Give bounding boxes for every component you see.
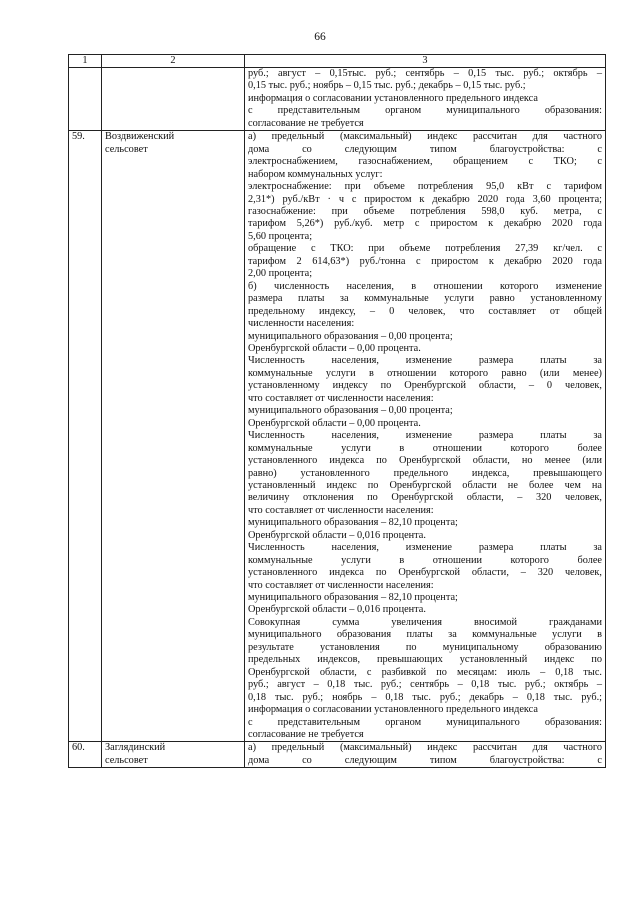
text-line: руб.; август – 0,18 тыс. руб.; сентябрь – 0,18 тыс. руб.; октябрь –: [248, 679, 602, 691]
text-line: информация о согласовании установленного предельного индекса: [248, 92, 538, 104]
text-line: дома со следующим типом благоустройства: с: [248, 754, 602, 766]
text-line: с представительным органом муниципального образования:: [248, 716, 602, 728]
document-table: [68, 54, 606, 768]
text-line: коммунальные услуги в отношении которого более: [248, 554, 602, 566]
text-line: б) численность населения, в отношении которого изменение: [248, 280, 602, 292]
text-line: обращение с ТКО: при объеме потребления 27,39 кг/чел. с: [248, 243, 602, 255]
municipality-name: [102, 131, 245, 742]
text-line: Численность населения, изменение размера платы за: [248, 355, 602, 367]
cell-body: [245, 742, 606, 768]
text-line: руб.; август – 0,15тыс. руб.; сентябрь – 0,15 тыс. руб.; октябрь –: [248, 68, 602, 79]
municipality-name-line: сельсовет: [105, 754, 148, 766]
table-header-row: [69, 55, 606, 68]
page-number: 66: [314, 31, 326, 43]
header-col-2: 2: [102, 55, 245, 68]
text-line: Оренбургской области – 0,00 процента.: [248, 342, 421, 354]
table-row-60: [69, 742, 606, 768]
header-col-3: 3: [245, 55, 606, 68]
text-line: Численность населения, изменение размера платы за: [248, 542, 602, 554]
text-line: Численность населения, изменение размера платы за: [248, 430, 602, 442]
text-line: предельных индексов, превышающих установленный индекс по: [248, 654, 602, 666]
text-line: согласование не требуется: [248, 117, 364, 129]
text-line: с представительным органом муниципального образования:: [248, 105, 602, 117]
text-line: 0,15 тыс. руб.; ноябрь – 0,15 тыс. руб.; декабрь – 0,15 тыс. руб.;: [248, 80, 526, 92]
cell-body: [245, 68, 606, 131]
text-line: тарифом 2 614,63*) руб./тонна с приростом к декабрю 2020 года: [248, 255, 602, 267]
text-line: согласование не требуется: [248, 729, 364, 741]
cell-num: [69, 68, 102, 131]
text-line: Совокупная сумма увеличения вносимой гражданами: [248, 616, 602, 628]
text-line: установленный индекс по Оренбургской области не более чем на: [248, 479, 602, 491]
text-line: коммунальные услуги в отношении которого равно (или менее): [248, 367, 602, 379]
text-line: установленному индексу по Оренбургской области, – 0 человек,: [248, 380, 602, 392]
text-line: муниципального образования – 0,00 процента;: [248, 405, 453, 417]
text-line: муниципального образования – 82,10 процента;: [248, 592, 458, 604]
text-line: размера платы за коммунальные услуги равно установленному: [248, 293, 602, 305]
text-line: набором коммунальных услуг:: [248, 168, 383, 180]
text-line: Оренбургской области, с разбивкой по месяцам: июль – 0,18 тыс.: [248, 666, 602, 678]
municipality-name-line: Воздвиженский: [105, 131, 175, 143]
text-line: а) предельный (максимальный) индекс рассчитан для частного: [248, 742, 602, 754]
text-line: 5,60 процента;: [248, 230, 313, 242]
text-line: электроснабжением, газоснабжением, обращением с ТКО; с: [248, 156, 602, 168]
row-number: 59.: [69, 131, 102, 742]
text-line: а) предельный (максимальный) индекс рассчитан для частного: [248, 131, 602, 143]
table-row-continuation: [69, 68, 606, 131]
text-line: величину отклонения по Оренбургской области, – 320 человек,: [248, 492, 602, 504]
text-line: дома со следующим типом благоустройства: с: [248, 143, 602, 155]
text-line: муниципального образования – 0,00 процента;: [248, 330, 453, 342]
text-line: коммунальные услуги в отношении которого более: [248, 442, 602, 454]
municipality-name-line: сельсовет: [105, 143, 148, 155]
text-line: численности населения:: [248, 318, 355, 330]
text-line: муниципального образования платы за коммунальные услуги в: [248, 629, 602, 641]
text-line: муниципального образования – 82,10 процента;: [248, 517, 458, 529]
text-line: тарифом 5,26*) руб./куб. метр с приростом к декабрю 2020 года: [248, 218, 602, 230]
text-line: информация о согласовании установленного предельного индекса: [248, 704, 538, 716]
table-row-59: [69, 131, 606, 742]
text-line: Оренбургской области – 0,016 процента.: [248, 529, 426, 541]
text-line: 0,18 тыс. руб.; ноябрь – 0,18 тыс. руб.; декабрь – 0,18 тыс. руб.;: [248, 691, 602, 703]
text-line: предельному индексу, – 0 человек, что составляет от общей: [248, 305, 602, 317]
text-line: что составляет от численности населения:: [248, 392, 434, 404]
cell-name: [102, 68, 245, 131]
municipality-name: [102, 742, 245, 768]
text-line: газоснабжение: при объеме потребления 598,0 куб. метра, с: [248, 205, 602, 217]
cell-body: [245, 131, 606, 742]
text-line: результате установления по муниципальному образованию: [248, 641, 602, 653]
header-col-1: 1: [69, 55, 102, 68]
text-line: что составляет от численности населения:: [248, 579, 434, 591]
text-line: 2,31*) руб./кВт · ч с приростом к декабрю 2020 года 3,60 процента;: [248, 193, 602, 205]
text-line: электроснабжение: при объеме потребления 95,0 кВт с тарифом: [248, 181, 602, 193]
text-line: 2,00 процента;: [248, 268, 313, 280]
text-line: равно) установленного предельного индекса, превышающего: [248, 467, 602, 479]
text-line: установленного индекса по Оренбургской области, но менее (или: [248, 455, 602, 467]
text-line: Оренбургской области – 0,00 процента.: [248, 417, 421, 429]
text-line: Оренбургской области – 0,016 процента.: [248, 604, 426, 616]
text-line: что составляет от численности населения:: [248, 504, 434, 516]
text-line: установленного индекса по Оренбургской области, – 320 человек,: [248, 567, 602, 579]
municipality-name-line: Заглядинский: [105, 742, 166, 754]
row-number: 60.: [69, 742, 102, 768]
